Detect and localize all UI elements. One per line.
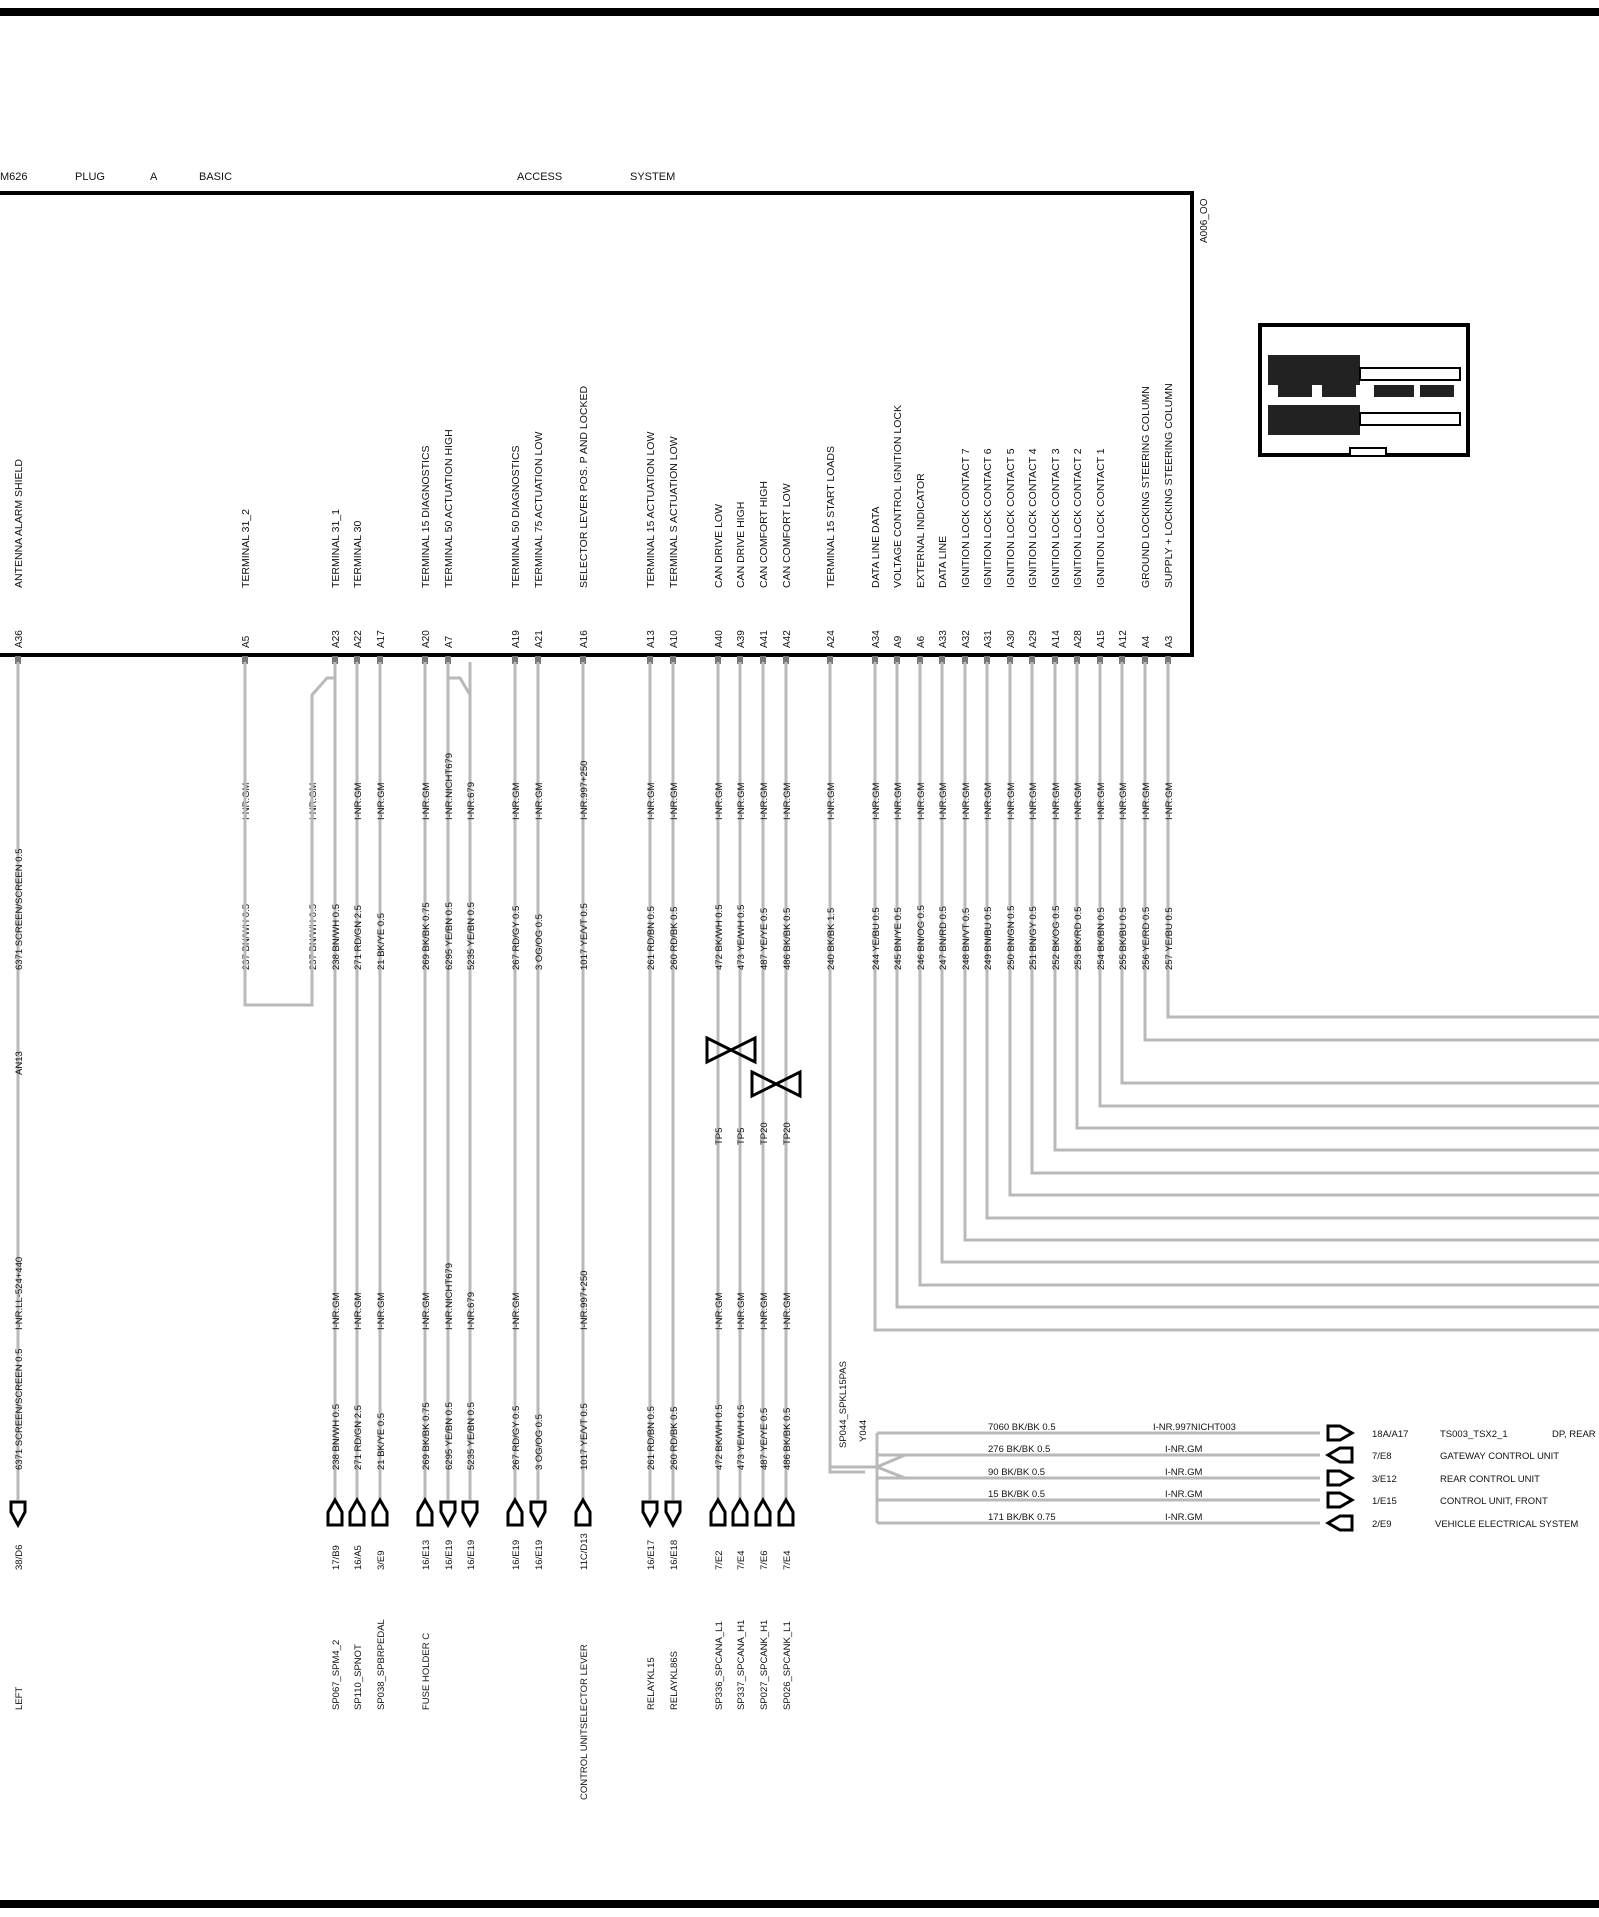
wire [1055,662,1599,1150]
pin-A42 [779,483,793,1710]
pin-id-label: A33 [938,630,949,648]
ref-label: 16/E13 [421,1539,432,1570]
pin-name-label: TERMINAL 31_1 [330,509,342,588]
pin-A3 [1163,383,1599,1017]
wire-code-label: 271 RD/GN 2.5 [353,905,364,970]
destination-label: SP027_SPCANK_H1 [759,1619,770,1710]
pin-A21 [531,432,545,1570]
mid-label: TP5 [736,1127,747,1145]
ref-label: 16/E19 [534,1539,545,1570]
wire-code-label: 260 RD/BK 0.5 [669,906,680,970]
pin-name-label: TERMINAL 50 DIAGNOSTICS [510,445,522,588]
wire-tag-label-2: I-NR.GM [511,1292,522,1330]
wire [1122,662,1599,1083]
pin-A20 [418,445,432,1710]
wire-tag-label: I-NR.GM [1051,782,1062,820]
wire-tag-label-2: I-NR.NICHT679 [444,1262,455,1330]
wire-tag-label-2: I-NR.GM [331,1292,342,1330]
connector-arrow-icon [666,1502,680,1525]
wire-tag-label: I-NR.GM [534,782,545,820]
wire-code-label: 251 BN/GY 0.5 [1028,906,1039,970]
pin-name-label: IGNITION LOCK CONTACT 7 [960,448,972,588]
wire-tag-label: I-NR.GM [826,782,837,820]
pin-A7 [441,429,455,1570]
wire-code-label: 6295 YE/BN 0.5 [444,902,455,970]
pin-id-label: A20 [421,630,432,648]
pin-name-label: IGNITION LOCK CONTACT 6 [982,448,994,588]
wire-code-label-2: 5235 YE/BN 0.5 [466,1402,477,1470]
top-border [0,8,1599,16]
wire-code-label: 249 BN/BU 0.5 [983,906,994,970]
pin-A36 [11,459,25,1710]
wire-code-label: 247 BN/RD 0.5 [938,906,949,970]
splice-wire-code: 276 BK/BK 0.5 [988,1444,1051,1455]
splice-ref: 7/E8 [1372,1451,1392,1462]
pin-id-label: A17 [376,630,387,648]
connector-arrow-icon [1328,1493,1352,1507]
connector-arrow-icon [1328,1471,1352,1485]
connector-arrow-icon [1328,1448,1352,1462]
wire-tag-label: I-NR.GM [421,782,432,820]
wire-tag-label: I-NR.GM [1006,782,1017,820]
pin-name-label: SUPPLY + LOCKING STEERING COLUMN [1163,383,1175,588]
pin-name-label: TERMINAL 50 ACTUATION HIGH [443,429,455,588]
ref-label: 3/E9 [376,1550,387,1570]
ref-label: 7/E2 [714,1550,725,1570]
wire-code-label: 269 BK/BK 0.75 [421,902,432,970]
destination-label: FUSE HOLDER C [421,1632,432,1710]
connector-plug-icon [1260,325,1468,456]
wire-tag-label: I-NR.GM [893,782,904,820]
pin-A24 [825,446,865,1472]
wire-code-label: 246 BN/OG 0.5 [916,905,927,970]
pin-A16 [576,385,590,1800]
wire [920,662,1599,1285]
wire [865,1455,905,1478]
wire-tag-label: I-NR.GM [1028,782,1039,820]
bottom-border [0,1900,1599,1908]
splice-row [877,1512,1578,1530]
twist-marker-tp5 [707,1038,755,1062]
splice-wire-code: 7060 BK/BK 0.5 [988,1422,1056,1433]
wire-code-label: 255 BK/BU 0.5 [1118,907,1129,970]
splice-row [877,1444,1559,1462]
pin-id-label: A6 [916,635,927,648]
connector-arrow-icon [711,1500,725,1525]
wire-tag-label: I-NR.679 [466,781,477,820]
pin-name-label: TERMINAL 15 DIAGNOSTICS [420,445,432,588]
ref-label: 16/E18 [669,1539,680,1570]
pin-id-label: A5 [241,635,252,648]
connector-arrow-icon [508,1500,522,1525]
ref-label: 11C/D13 [579,1533,590,1570]
pin-name-label: IGNITION LOCK CONTACT 4 [1027,448,1039,588]
wire-code-label-2: 6295 YE/BN 0.5 [444,1402,455,1470]
wire-tag-label: I-NR.GM [646,782,657,820]
pin-id-label: A19 [511,630,522,648]
pin-A40 [711,504,725,1710]
wire-code-label-2: 21 BK/YE 0.5 [376,1412,387,1470]
pin-id-label: A42 [782,630,793,648]
ref-label: 17/B9 [331,1545,342,1570]
component-id: A006_OO [1199,198,1210,243]
splice-destination: VEHICLE ELECTRICAL SYSTEM [1435,1519,1579,1530]
pin-name-label: TERMINAL 75 ACTUATION LOW [533,431,545,588]
pin-name-label: VOLTAGE CONTROL IGNITION LOCK [892,405,904,588]
pin-A14 [1050,448,1599,1150]
destination-label: SP067_SPM4_2 [331,1639,342,1710]
wire-tag-label: I-NR.NICHT679 [444,752,455,820]
pins-group [11,383,1599,1800]
wire-code-label: 486 BK/BK 0.5 [782,907,793,970]
wire-tag-label: I-NR.GM [1073,782,1084,820]
pin-id-label: A15 [1096,630,1107,648]
wire-code-label-2: 3 OG/OG 0.5 [534,1414,545,1470]
pin-id-label: A22 [353,630,364,648]
wire-tag-label-2: I-NR.679 [466,1291,477,1330]
pin-name-label: DATA LINE [937,535,949,588]
splice-ref: 3/E12 [1372,1474,1397,1485]
wire-code-label-2: 267 RD/GY 0.5 [511,1405,522,1470]
ref-label: 16/A5 [353,1545,364,1570]
wire-code-label: 261 RD/BN 0.5 [646,906,657,970]
wire-code-label: 256 YE/RD 0.5 [1141,906,1152,970]
splice-wire-tag: I-NR.GM [1165,1444,1203,1455]
pin-A34 [870,507,1599,1331]
pin-name-label: CAN COMFORT HIGH [758,481,770,588]
wire-tag-label: I-NR.GM [669,782,680,820]
wire-code-label-2: 260 RD/BK 0.5 [669,1406,680,1470]
header-module: M626 [0,171,28,183]
pin-A13 [643,432,657,1710]
wire-code-label: 248 BN/VT 0.5 [961,907,972,970]
wire-code-label: 487 YE/YE 0.5 [759,907,770,970]
splice-wire-code: 171 BK/BK 0.75 [988,1512,1056,1523]
pin-name-label: IGNITION LOCK CONTACT 1 [1095,448,1107,588]
wire [1145,662,1599,1040]
pin-name-label: CAN DRIVE HIGH [735,501,747,588]
splice-extra: DP, REAR [1552,1429,1596,1440]
wire-code-label-2: 487 YE/YE 0.5 [759,1407,770,1470]
pin-id-label: A7 [444,635,455,648]
splice-wire-tag: I-NR.GM [1165,1489,1203,1500]
wire-code-label: 253 BK/RD 0.5 [1073,906,1084,970]
wire-tag-label-2: I-NR.GM [421,1292,432,1330]
pin-name-label: ANTENNA ALARM SHIELD [13,459,25,588]
splice-sub-label: Y044 [858,1419,869,1442]
wire-tag-label-2: I-NR.GM [714,1292,725,1330]
wire-code-label: 21 BK/YE 0.5 [376,912,387,970]
header-word-basic: BASIC [199,171,233,183]
pin-id-label: A14 [1051,630,1062,648]
pin-id-label: A28 [1073,630,1084,648]
splice-wire-tag: I-NR.GM [1165,1467,1203,1478]
pin-name-label: IGNITION LOCK CONTACT 2 [1072,448,1084,588]
pin-A19 [508,445,522,1570]
splice-row [877,1422,1596,1440]
wire-code-label-2: 269 BK/BK 0.75 [421,1402,432,1470]
pin-A17 [373,630,387,1710]
wire [1168,662,1599,1017]
wire-tag-label: I-NR.GM [376,782,387,820]
pin-A4 [1140,386,1599,1040]
wire-tag-label: I-NR.GM [511,782,522,820]
pin-n8 [463,662,477,1570]
wire-code-label: 237 BN/WH 0.5 [308,904,319,970]
splice-ref: 1/E15 [1372,1496,1397,1507]
pin-id-label: A4 [1141,635,1152,648]
ref-label: 16/E19 [511,1539,522,1570]
splice-destination: GATEWAY CONTROL UNIT [1440,1451,1560,1462]
ref-label: 16/E17 [646,1539,657,1570]
connector-arrow-icon [350,1500,364,1525]
wire-code-label: 245 BN/YE 0.5 [893,907,904,970]
pin-id-label: A30 [1006,630,1017,648]
wire-tag-label: I-NR.GM [241,782,252,820]
pin-A39 [733,502,747,1710]
destination-label: SP026_SPCANK_L1 [782,1621,793,1710]
wire-code-label: 257 YE/BU 0.5 [1164,907,1175,970]
wire-tag-label-2: I-NR.GM [376,1292,387,1330]
destination-label: RELAYKL15 [646,1657,657,1710]
splice-wire-code: 15 BK/BK 0.5 [988,1489,1046,1500]
pin-id-label: A40 [714,630,725,648]
wire-tag-label: I-NR.GM [714,782,725,820]
wire-tag-label: I-NR.GM [916,782,927,820]
connector-arrow-icon [531,1502,545,1525]
header-word-system: SYSTEM [630,171,676,183]
connector-arrow-icon [373,1500,387,1525]
pin-id-label: A32 [961,630,972,648]
pin-name-label: CAN DRIVE LOW [713,503,725,588]
splice-destination: CONTROL UNIT, FRONT [1440,1496,1548,1507]
wire-tag-label: I-NR.GM [871,782,882,820]
wire-code-label: 267 RD/GY 0.5 [511,905,522,970]
wire-tag-label: I-NR.GM [759,782,770,820]
splice-label: SP044_SPKL15PAS [838,1361,849,1448]
destination-label: SP337_SPCANA_H1 [736,1619,747,1710]
splice-ref: 18A/A17 [1372,1429,1409,1440]
pin-id-label: A34 [871,630,882,648]
splice-wire-code: 90 BK/BK 0.5 [988,1467,1046,1478]
pin-id-label: A31 [983,630,994,648]
splice-row [877,1489,1548,1507]
pin-id-label: A12 [1118,630,1129,648]
pin-name-label: IGNITION LOCK CONTACT 3 [1050,448,1062,588]
mid-label: TP20 [759,1122,770,1145]
wire-tag-label-2: I-NR.GM [782,1292,793,1330]
wire-tag-label-2: I-NR.GM [353,1292,364,1330]
wire-code-label: 240 BK/BK 1.5 [826,907,837,970]
wire-code-label: 254 BK/BN 0.5 [1096,907,1107,970]
wire-tag-label: I-NR.GM [353,782,364,820]
wire-code-label: 473 YE/WH 0.5 [736,904,747,970]
connector-arrow-icon [733,1500,747,1525]
pin-id-label: A3 [1164,635,1175,648]
destination-label: CONTROL UNITSELECTOR LEVER [579,1644,590,1800]
pin-id-label: A21 [534,630,545,648]
wire-code-label-2: 261 RD/BN 0.5 [646,1406,657,1470]
mid-label: TP5 [714,1127,725,1145]
splice-destination: TS003_TSX2_1 [1440,1429,1508,1440]
ref-label: 7/E6 [759,1550,770,1570]
splice-wire-tag: I-NR.997NICHT003 [1153,1422,1236,1433]
wire-tag-label: I-NR.GM [782,782,793,820]
wire [875,662,1599,1330]
pin-name-label: IGNITION LOCK CONTACT 5 [1005,448,1017,588]
wire [897,662,1599,1307]
pin-A10 [666,436,680,1710]
destination-label: RELAYKL86S [669,1651,680,1710]
pin-name-label: SELECTOR LEVER POS. P AND LOCKED [578,385,590,588]
wire-tag-label: I-NR.997+250 [579,760,590,820]
wire-tag-label: I-NR.GM [961,782,972,820]
wire-code-label-2: 486 BK/BK 0.5 [782,1407,793,1470]
wire [1077,662,1599,1128]
pin-id-label: A39 [736,630,747,648]
pin-name-label: TERMINAL S ACTUATION LOW [668,436,680,588]
wire-tag-label: I-NR.GM [1164,782,1175,820]
wire-code-label-2: 271 RD/GN 2.5 [353,1405,364,1470]
splice-ref: 2/E9 [1372,1519,1392,1530]
wire-code-label-2: 6371 SCREEN/SCREEN 0.5 [14,1348,25,1470]
wire-code-label-2: 1017 YE/VT 0.5 [579,1403,590,1470]
wire-code-label: 238 BN/WH 0.5 [331,904,342,970]
destination-label: SP110_SPNOT [353,1644,364,1710]
connector-arrow-icon [1328,1426,1352,1440]
pin-id-label: A10 [669,630,680,648]
pin-name-label: TERMINAL 15 ACTUATION LOW [645,431,657,588]
wire-tag-label-2: I-NR.GM [759,1292,770,1330]
wire-tag-label-2: I-NR.997+250 [579,1270,590,1330]
wire-code-label: 237 BN/WH 0.5 [241,904,252,970]
wire-code-label: 3 OG/OG 0.5 [534,914,545,970]
pin-id-label: A23 [331,630,342,648]
wire-tag-label: I-NR.GM [1096,782,1107,820]
connector-arrow-icon [463,1502,477,1525]
pin-A6 [915,473,1599,1285]
wire-code-label: 472 BK/WH 0.5 [714,904,725,970]
wire-tag-label-2: I-NR.LL-524+440 [14,1256,25,1330]
connector-arrow-icon [779,1500,793,1525]
ref-label: 16/E19 [466,1539,477,1570]
pin-name-label: CAN COMFORT LOW [781,483,793,588]
pin-id-label: A41 [759,630,770,648]
ref-label: 7/E4 [736,1550,747,1570]
wire-tag-label-2: I-NR.GM [736,1292,747,1330]
header-word-plug: PLUG [75,171,105,183]
ref-label: 16/E19 [444,1539,455,1570]
mid-label: AN13 [14,1051,25,1075]
wire-code-label: 1017 YE/VT 0.5 [579,903,590,970]
pin-id-label: A29 [1028,630,1039,648]
pin-id-label: A36 [14,630,25,648]
twist-marker-tp20 [752,1072,800,1096]
ref-label: 38/D6 [14,1544,25,1570]
destination-label: LEFT [14,1686,25,1710]
pin-name-label: TERMINAL 30 [352,520,364,588]
ref-label: 7/E4 [782,1550,793,1570]
wire-code-label: 250 BN/GN 0.5 [1006,905,1017,970]
pin-name-label: GROUND LOCKING STEERING COLUMN [1140,386,1152,588]
connector-arrow-icon [328,1500,342,1525]
pin-A41 [756,481,770,1710]
splice-group [830,1361,1596,1530]
splice-destination: REAR CONTROL UNIT [1440,1474,1540,1485]
wire-code-label: 5235 YE/BN 0.5 [466,902,477,970]
mid-label: TP20 [782,1122,793,1145]
connector-arrow-icon [418,1500,432,1525]
wire-code-label-2: 473 YE/WH 0.5 [736,1404,747,1470]
pin-id-label: A13 [646,630,657,648]
wire-code-label-2: 472 BK/WH 0.5 [714,1404,725,1470]
header-word-a: A [150,171,158,183]
wire-tag-label: I-NR.GM [308,782,319,820]
destination-label: SP038_SPBRPEDAL [376,1619,387,1710]
pin-id-label: A16 [579,630,590,648]
connector-arrow-icon [576,1500,590,1525]
wire-code-label: 244 YE/BU 0.5 [871,907,882,970]
wire-code-label: 6371 SCREEN/SCREEN 0.5 [14,848,25,970]
connector-arrow-icon [756,1500,770,1525]
destination-label: SP336_SPCANA_L1 [714,1621,725,1710]
pin-name-label: DATA LINE DATA [870,506,882,588]
splice-wire-tag: I-NR.GM [1165,1512,1203,1523]
wire-tag-label: I-NR.GM [736,782,747,820]
connector-arrow-icon [11,1502,25,1525]
pin-A23 [328,509,342,1710]
wire-code-label-2: 238 BN/WH 0.5 [331,1404,342,1470]
wire-tag-label: I-NR.GM [1141,782,1152,820]
splice-row [877,1467,1540,1485]
wire-tag-label: I-NR.GM [938,782,949,820]
header-word-access: ACCESS [517,171,563,183]
pin-name-label: EXTERNAL INDICATOR [915,473,927,588]
wire-tag-label: I-NR.GM [983,782,994,820]
pin-A22 [350,521,364,1710]
pin-A12 [1118,630,1599,1083]
pin-A29 [1027,448,1599,1173]
wire-tag-label: I-NR.GM [1118,782,1129,820]
wire-code-label: 252 BK/OG 0.5 [1051,905,1062,970]
pin-id-label: A24 [826,630,837,648]
connector-arrow-icon [643,1502,657,1525]
connector-arrow-icon [441,1502,455,1525]
connector-arrow-icon [1328,1516,1352,1530]
pin-name-label: TERMINAL 15 START LOADS [825,446,837,588]
pin-name-label: TERMINAL 31_2 [240,509,252,588]
pin-id-label: A9 [893,635,904,648]
